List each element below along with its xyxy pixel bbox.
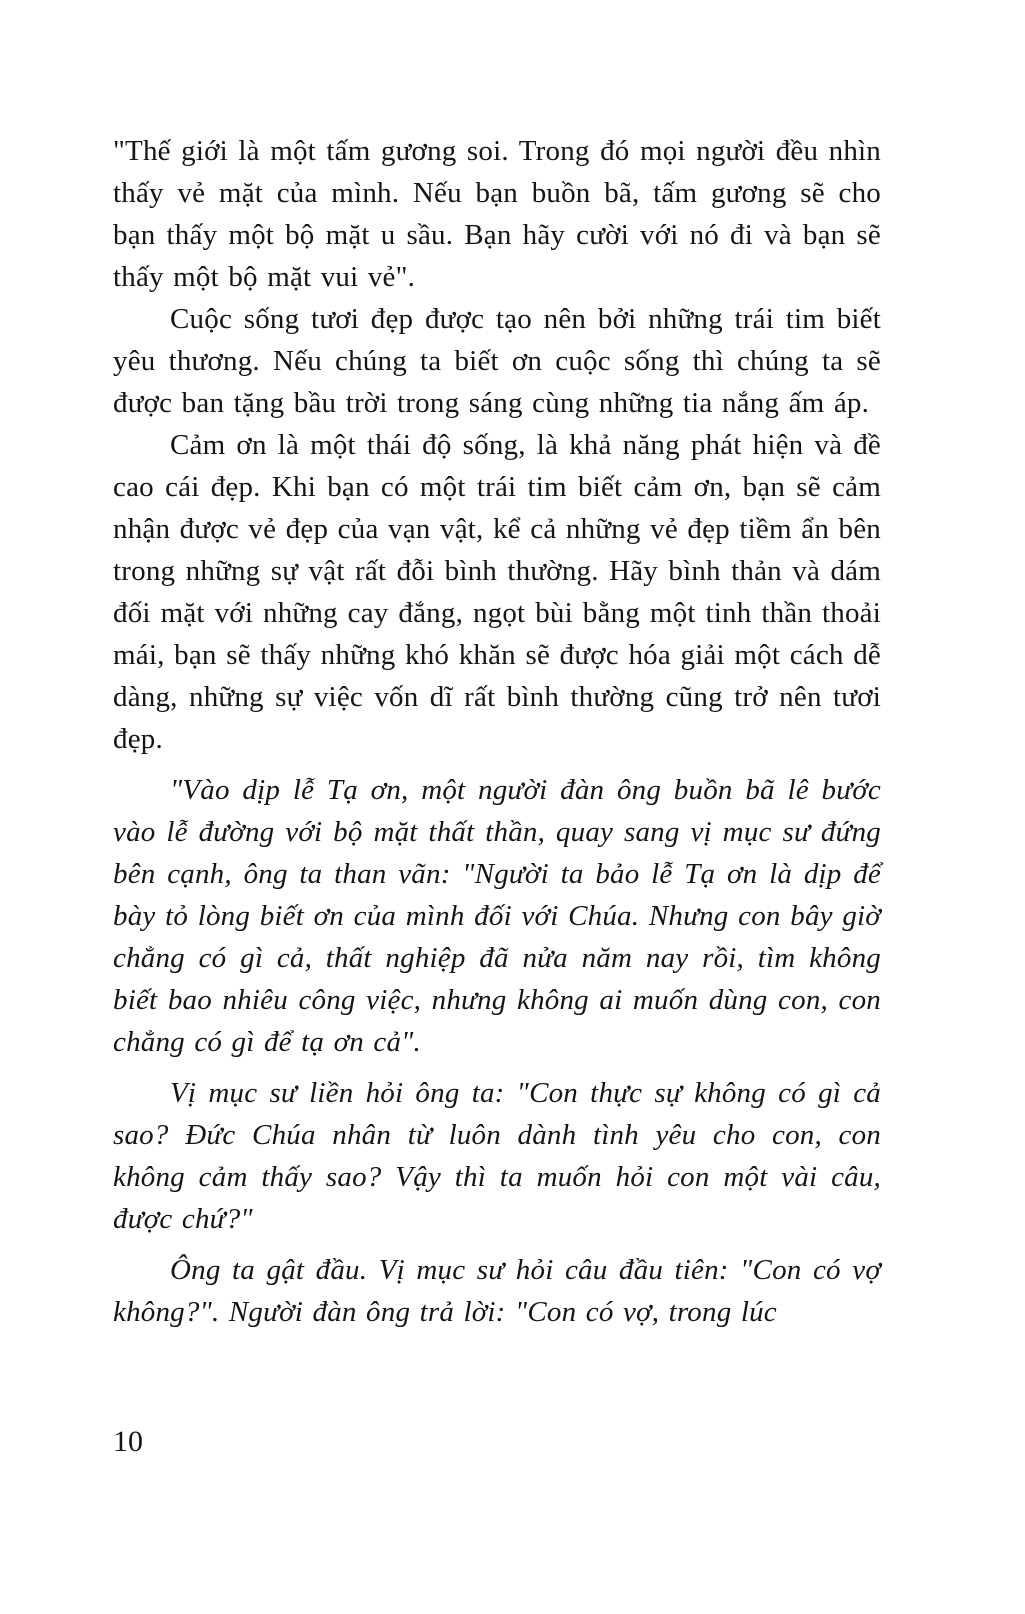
page-number: 10	[113, 1425, 143, 1458]
paragraph-thanksgiving-story: "Vào dịp lễ Tạ ơn, một người đàn ông buồn bã lê bước vào lễ đường với bộ mặt thất thần, quay sang vị mục sư đứng bên cạnh, ông ta than vãn: "Người ta bảo lễ Tạ ơn là dịp để bày tỏ lòng biết ơn của mình đối với Chúa. Nhưng con bây giờ chẳng có gì cả, thất nghiệp đã nửa năm nay rồi, tìm không biết bao nhiêu công việc, nhưng không ai muốn dùng con, con chẳng có gì để tạ ơn cả".	[113, 774, 881, 1058]
paragraph-first-question: Ông ta gật đầu. Vị mục sư hỏi câu đầu tiên: "Con có vợ không?". Người đàn ông trả lời: "Con có vợ, trong lúc	[113, 1254, 881, 1328]
paragraph-mirror-quote: "Thế giới là một tấm gương soi. Trong đó mọi người đều nhìn thấy vẻ mặt của mình. Nếu bạn buồn bã, tấm gương sẽ cho bạn thấy một bộ mặt u sầu. Bạn hãy cười với nó đi và bạn sẽ thấy một bộ mặt vui vẻ".	[113, 135, 881, 293]
page-text-block	[113, 130, 881, 1333]
paragraph-gratitude-attitude: Cảm ơn là một thái độ sống, là khả năng phát hiện và đề cao cái đẹp. Khi bạn có một trái tim biết cảm ơn, bạn sẽ cảm nhận được vẻ đẹp của vạn vật, kể cả những vẻ đẹp tiềm ẩn bên trong những sự vật rất đỗi bình thường. Hãy bình thản và dám đối mặt với những cay đắng, ngọt bùi bằng một tinh thần thoải mái, bạn sẽ thấy những khó khăn sẽ được hóa giải một cách dễ dàng, những sự việc vốn dĩ rất bình thường cũng trở nên tươi đẹp.	[113, 429, 881, 755]
paragraph-pastor-question: Vị mục sư liền hỏi ông ta: "Con thực sự không có gì cả sao? Đức Chúa nhân từ luôn dành tình yêu cho con, con không cảm thấy sao? Vậy thì ta muốn hỏi con một vài câu, được chứ?"	[113, 1077, 881, 1235]
paragraph-beautiful-life: Cuộc sống tươi đẹp được tạo nên bởi những trái tim biết yêu thương. Nếu chúng ta biết ơn cuộc sống thì chúng ta sẽ được ban tặng bầu trời trong sáng cùng những tia nắng ấm áp.	[113, 303, 881, 419]
